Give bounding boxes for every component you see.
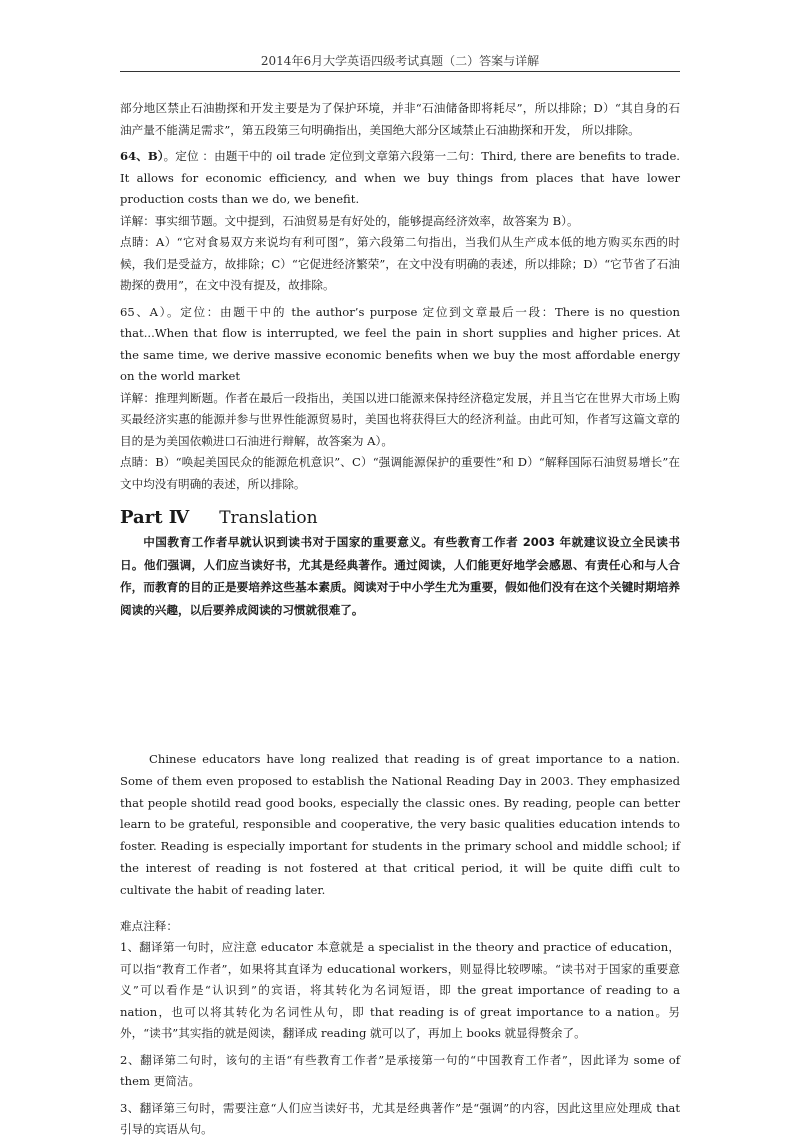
- blank-space: [120, 621, 680, 749]
- part4-label: Part Ⅳ: [120, 507, 190, 528]
- q64-locate-text: 。定位 ：由题干中的 oil trade 定位到文章第六段第一二句：Third, there are benefits to trade. It allows for economic efficiency, and when we buy things from places that have lower production costs than we do, we benefit.: [120, 149, 680, 206]
- part4-title: Translation: [219, 508, 318, 528]
- q64-explain: 详解：事实细节题。文中提到，石油贸易是有好处的，能够提高经济效率，故答案为 B）。: [120, 213, 579, 228]
- english-translation: Chinese educators have long realized that reading is of great importance to a nation. Some of them even proposed to establish the National Reading Day in 2003. They emphasized that people shotild read good books, especially the classic ones. By reading, people can better learn to be grateful, responsible and cooperative, the very basic qualities education intends to foster. Reading is especially important for students in the primary school and middle school; if the interest of reading is not fostered at that critical period, it will be quite diffi cult to cultivate the habit of reading later.: [120, 752, 680, 897]
- q65-explain: 详解：推理判断题。作者在最后一段指出，美国以进口能源来保持经济稳定发展，并且当它在世界大市场上购买最经济实惠的能源并参与世界性能源贸易时，美国也将获得巨大的经济利益。由此可知，作者写这篇文章的目的是为美国依赖进口石油进行辩解，故答案为 A）。: [120, 390, 680, 448]
- page-content: [120, 98, 680, 1141]
- chinese-passage: 中国教育工作者早就认识到读书对于国家的重要意义。有些教育工作者 2003 年就建议设立全民读书日。他们强调，人们应当读好书，尤其是经典著作。通过阅读，人们能更好地学会感恩、有责任心和与人合作，而教育的目的正是要培养这些基本素质。阅读对于中小学生尤为重要，假如他们没有在这个关键时期培养阅读的兴趣，以后要养成阅读的习惯就很难了。: [120, 535, 680, 617]
- note-item-1: 1、翻译第一句时，应注意 educator 本意就是 a specialist in the theory and practice of education，可以指“教育工作者”，如果将其直译为 educational workers，则显得比较啰嗦。“读书对于国家的重要意义”可以看作是“认识到”的宾语，将其转化为名词短语，即 the great importance of reading to a nation，也可以将其转化为名词性从句，即 that reading is of great importance to a nation。另外，“读书”其实指的就是阅读，翻译成 reading 就可以了，再加上 books 就显得赘余了。: [120, 940, 680, 1041]
- note-item-3: 3、翻译第三句时，需要注意“人们应当读好书，尤其是经典著作”是“强调”的内容，因此这里应处理成 that 引导的宾语从句。: [120, 1100, 680, 1137]
- q64-number: 64、B）: [120, 149, 164, 163]
- q63-continuation: 部分地区禁止石油勘探和开发主要是为了保护环境，并非“石油储备即将耗尽”，所以排除；D）“其自身的石油产量不能满足需求”，第五段第三句明确指出，美国绝大部分区域禁止石油勘探和开发， 所以排除。: [120, 101, 680, 137]
- q64-locate: [120, 146, 680, 211]
- header-rule: [120, 71, 680, 72]
- running-header: 2014年6月大学英语四级考试真题（二）答案与详解: [260, 54, 540, 68]
- q65-distractors: 点睛：B）“唤起美国民众的能源危机意识”、C）“强调能源保护的重要性”和 D）“解释国际石油贸易增长”在文中均没有明确的表述，所以排除。: [120, 455, 680, 491]
- q65-locate: 65、A）。定位：由题干中的 the author’s purpose 定位到文章最后一段：There is no question that...When that flow is interrupted, we feel the pain in short supplies and higher prices. At the same time, we derive massive economic benefits when we buy the most affordable energy on the world market: [120, 304, 680, 383]
- note-item-2: 2、翻译第二句时，该句的主语“有些教育工作者”是承接第一句的“中国教育工作者”，因此译为 some of them 更简洁。: [120, 1052, 680, 1089]
- part4-heading: [120, 505, 680, 531]
- notes-title: 难点注释：: [120, 918, 178, 933]
- q64-distractors: 点睛：A）“它对食易双方来说均有利可图”，第六段第二句指出，当我们从生产成本低的地方购买东西的时候，我们是受益方，故排除；C）“它促进经济繁荣”，在文中没有明确的表述，所以排除；D）“它节省了石油勘探的费用”，在文中没有提及，故排除。: [120, 235, 680, 292]
